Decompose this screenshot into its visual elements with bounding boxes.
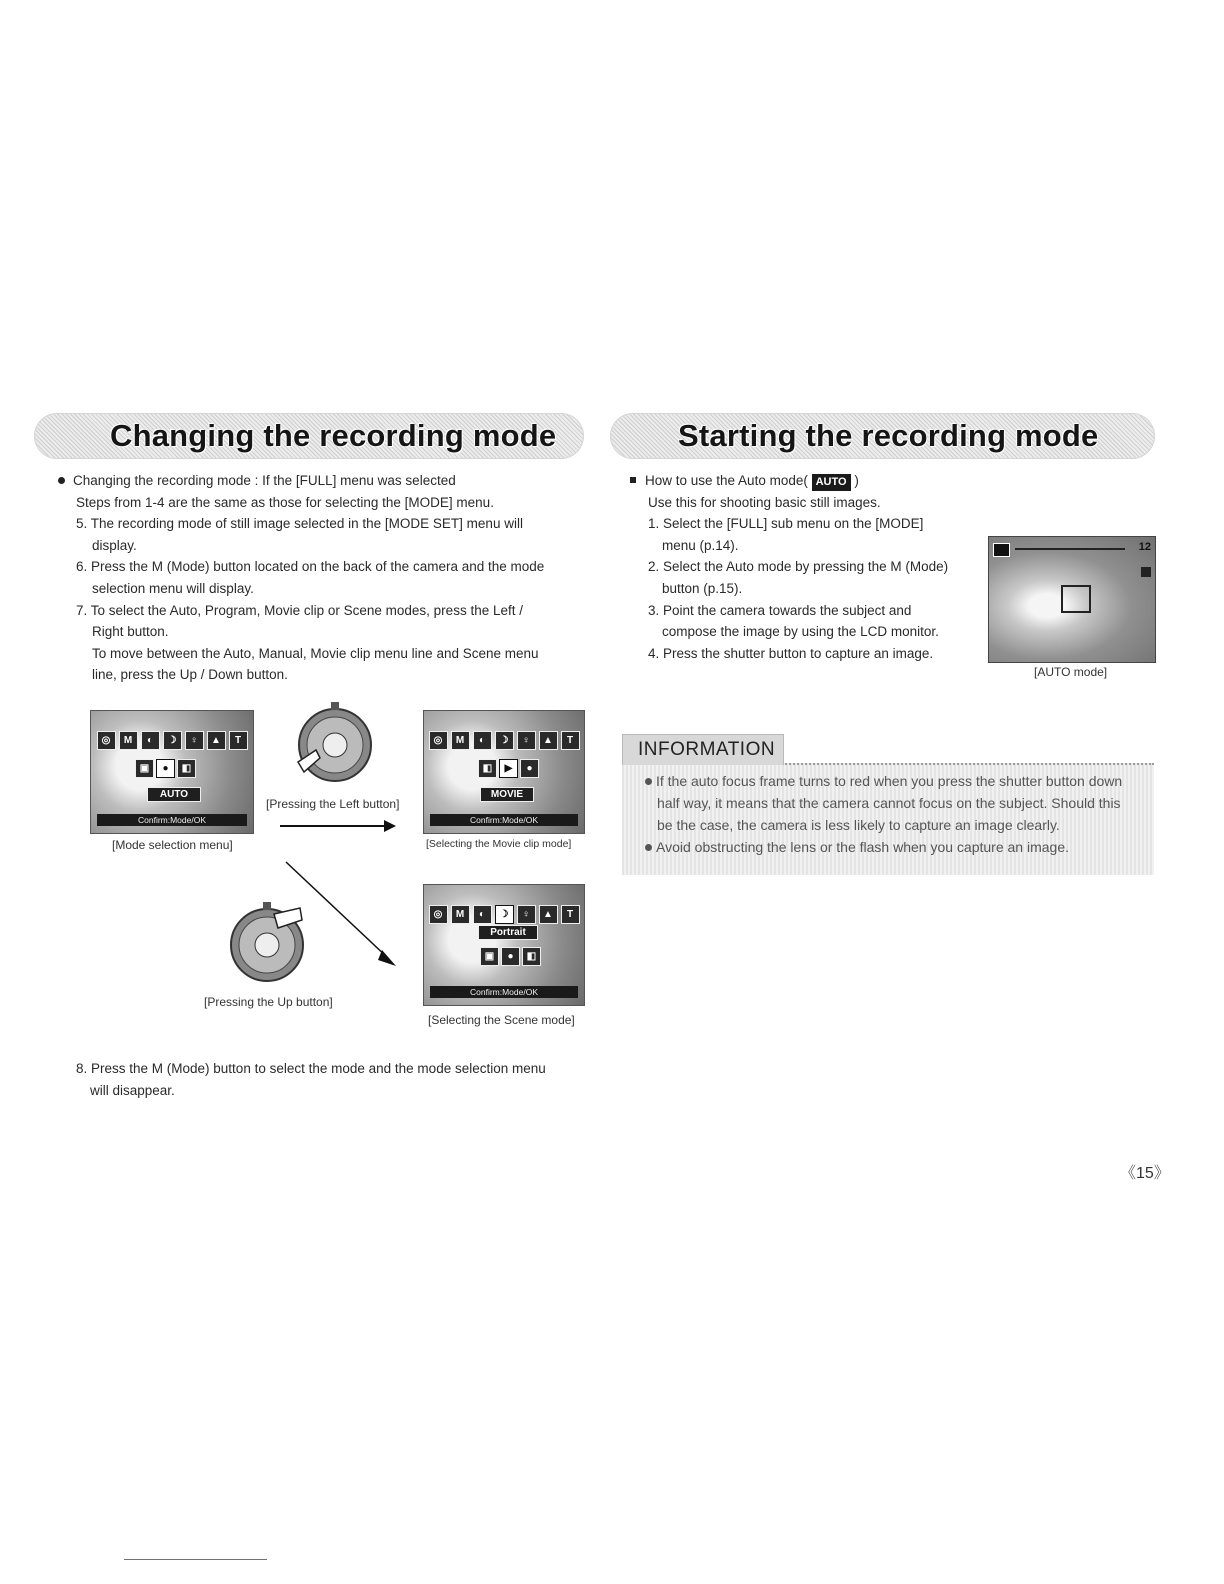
right-howto-text xyxy=(630,470,970,664)
mode-icon: ◐ xyxy=(473,731,492,750)
submode-icon-row xyxy=(424,947,584,966)
bullet-icon xyxy=(645,844,652,851)
info-line-3: be the case, the camera is less likely to capture an image clearly. xyxy=(657,817,1060,833)
left-intro-text xyxy=(58,470,588,686)
step-8-line1: 8. Press the M (Mode) button to select the mode and the mode selection menu xyxy=(76,1061,546,1076)
mode-label-auto: AUTO xyxy=(147,787,201,802)
mode-icon: ▣ xyxy=(480,947,499,966)
mode-icon-row xyxy=(424,905,584,924)
caption-scene-mode: [Selecting the Scene mode] xyxy=(428,1013,575,1027)
mode-icon: ◐ xyxy=(141,731,160,750)
right-step-2-line2: button (p.15). xyxy=(662,580,743,596)
mode-icon: ◎ xyxy=(97,731,116,750)
submode-icon-row xyxy=(424,759,584,778)
right-step-1-line1: 1. Select the [FULL] sub menu on the [MODE] xyxy=(648,516,924,532)
step-8 xyxy=(76,1058,596,1101)
shot-counter: 12 xyxy=(1138,541,1151,553)
mode-icon: M xyxy=(119,731,138,750)
mode-icon: ● xyxy=(501,947,520,966)
info-line-2: half way, it means that the camera cannot focus on the subject. Should this xyxy=(657,795,1121,811)
caption-movie-mode: [Selecting the Movie clip mode] xyxy=(426,838,572,850)
dial-left-button-icon xyxy=(290,700,380,790)
confirm-bar: Confirm:Mode/OK xyxy=(430,814,578,826)
mode-icon: M xyxy=(451,905,470,924)
mode-icon: ☽ xyxy=(163,731,182,750)
submode-icon-row xyxy=(91,759,253,778)
left-section-title: Changing the recording mode xyxy=(110,418,557,453)
mode-icon: T xyxy=(561,905,580,924)
mode-icon-row xyxy=(91,731,253,750)
step-6-line2: selection menu will display. xyxy=(92,580,254,596)
step-5-line1: 5. The recording mode of still image selected in the [MODE SET] menu will xyxy=(76,516,523,532)
step-5-line2: display. xyxy=(92,537,137,553)
movie-icon: ▶ xyxy=(499,759,518,778)
mode-icon: ♀ xyxy=(517,905,536,924)
right-step-1-line2: menu (p.14). xyxy=(662,537,739,553)
mode-icon: ▣ xyxy=(135,759,154,778)
scene-icon: ☽ xyxy=(495,905,514,924)
dial-up-button-icon xyxy=(222,900,312,990)
mode-icon: ◎ xyxy=(429,731,448,750)
confirm-bar: Confirm:Mode/OK xyxy=(430,986,578,998)
usage-text: Use this for shooting basic still images. xyxy=(648,494,881,510)
auto-mode-photo xyxy=(988,536,1156,663)
mode-icon: ▲ xyxy=(539,731,558,750)
mode-icon: ▲ xyxy=(207,731,226,750)
right-section-title: Starting the recording mode xyxy=(678,418,1099,453)
step-7-line1: 7. To select the Auto, Program, Movie clip or Scene modes, press the Left / xyxy=(76,602,523,618)
information-title: INFORMATION xyxy=(638,739,776,760)
footer-line xyxy=(124,1559,267,1560)
step-7-line3: To move between the Auto, Manual, Movie clip menu line and Scene menu xyxy=(92,645,539,661)
mode-icon: ● xyxy=(520,759,539,778)
mode-icon: ♀ xyxy=(185,731,204,750)
camera-icon: ● xyxy=(156,759,175,778)
caption-auto-mode: [AUTO mode] xyxy=(1034,665,1108,679)
right-step-2-line1: 2. Select the Auto mode by pressing the M (Mode) xyxy=(648,559,949,575)
confirm-bar: Confirm:Mode/OK xyxy=(97,814,247,826)
step-7-line4: line, press the Up / Down button. xyxy=(92,667,288,683)
info-line-4: Avoid obstructing the lens or the flash when you capture an image. xyxy=(656,839,1069,855)
right-step-3-line2: compose the image by using the LCD monitor. xyxy=(662,624,939,640)
mode-icon: T xyxy=(229,731,248,750)
right-step-3-line1: 3. Point the camera towards the subject and xyxy=(648,602,912,618)
mode-icon: ◧ xyxy=(478,759,497,778)
caption-left-button: [Pressing the Left button] xyxy=(266,797,400,811)
page-number: 《15》 xyxy=(1120,1165,1170,1182)
mode-selection-screen xyxy=(90,710,254,834)
info-line-1: If the auto focus frame turns to red when you press the shutter button down xyxy=(656,773,1123,789)
camera-mode-icon xyxy=(993,543,1010,557)
step-6-line1: 6. Press the M (Mode) button located on the back of the camera and the mode xyxy=(76,559,545,575)
scene-mode-screen xyxy=(423,884,585,1006)
caption-up-button: [Pressing the Up button] xyxy=(204,995,333,1009)
mode-icon: ☽ xyxy=(495,731,514,750)
mode-icon: ♀ xyxy=(517,731,536,750)
howto-suffix: ) xyxy=(854,473,859,488)
right-step-4: 4. Press the shutter button to capture an image. xyxy=(648,645,934,661)
caption-mode-selection: [Mode selection menu] xyxy=(112,838,233,852)
step-8-line2: will disappear. xyxy=(90,1082,175,1098)
zoom-bar xyxy=(1015,548,1125,550)
right-arrow-icon xyxy=(280,819,400,833)
howto-prefix: How to use the Auto mode( xyxy=(645,473,808,488)
mode-icon: ◐ xyxy=(473,905,492,924)
auto-mode-icon: AUTO xyxy=(812,474,851,491)
mode-icon: T xyxy=(561,731,580,750)
bullet-icon xyxy=(645,778,652,785)
step-7-line2: Right button. xyxy=(92,624,169,640)
mode-icon: ◧ xyxy=(177,759,196,778)
focus-frame xyxy=(1061,585,1091,613)
movie-mode-screen xyxy=(423,710,585,834)
mode-icon: ◎ xyxy=(429,905,448,924)
mode-icon-row xyxy=(424,731,584,750)
bullet-icon xyxy=(58,477,65,484)
mode-icon: ▲ xyxy=(539,905,558,924)
intro-line: Changing the recording mode : If the [FULL] menu was selected xyxy=(73,473,456,488)
mode-icon: M xyxy=(451,731,470,750)
intro-sub: Steps from 1-4 are the same as those for selecting the [MODE] menu. xyxy=(76,494,494,510)
mode-icon: ◧ xyxy=(522,947,541,966)
mode-label-movie: MOVIE xyxy=(480,787,534,802)
information-text xyxy=(645,770,1151,858)
mode-label-portrait: Portrait xyxy=(478,925,538,940)
square-bullet-icon xyxy=(630,477,636,483)
quality-icon xyxy=(1141,567,1151,577)
